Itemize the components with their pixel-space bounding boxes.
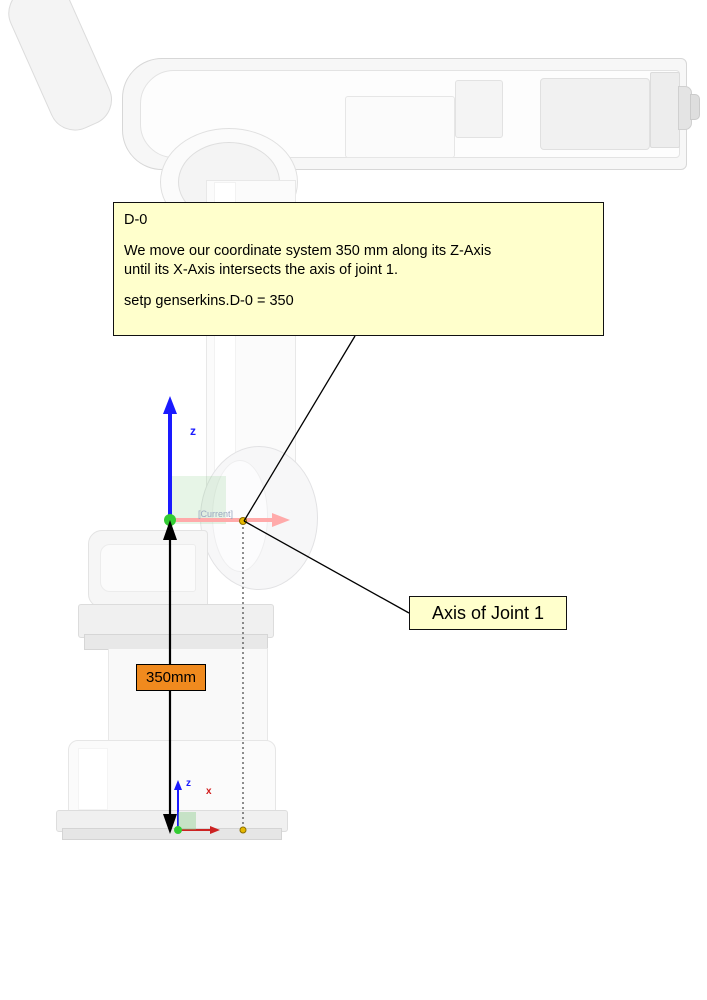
robot-shoulder-housing-inner xyxy=(100,544,196,592)
axis-of-joint-1-callout: Axis of Joint 1 xyxy=(409,596,567,630)
robot-lower-column xyxy=(108,648,268,744)
robot-base-collar xyxy=(78,604,274,638)
robot-tool-mount xyxy=(690,94,700,120)
robot-shoulder-link xyxy=(0,0,100,110)
note-d0-callout xyxy=(113,202,604,336)
robot-base-plate-lower xyxy=(62,828,282,840)
dimension-label-350mm: 350mm xyxy=(136,664,206,691)
note-d0-heading: D-0 xyxy=(124,212,148,228)
robot-base-highlight xyxy=(78,748,108,810)
base-x-axis-label: x xyxy=(206,786,212,797)
note-d0-body-line-2: until its X-Axis intersects the axis of joint 1. xyxy=(124,262,398,279)
base-z-axis-label: z xyxy=(186,778,191,789)
robot-arm-segment-2 xyxy=(455,80,503,138)
robot-arm-segment-1 xyxy=(345,96,455,158)
upper-z-axis-label: z xyxy=(190,424,196,438)
current-frame-label: [Current] xyxy=(198,509,234,519)
note-d0-command: setp genserkins.D-0 = 350 xyxy=(124,292,294,309)
robot-arm-segment-3 xyxy=(540,78,650,150)
robot-wrist-flange xyxy=(650,72,680,148)
note-d0-body-line-1: We move our coordinate system 350 mm along its Z-Axis xyxy=(124,242,492,259)
